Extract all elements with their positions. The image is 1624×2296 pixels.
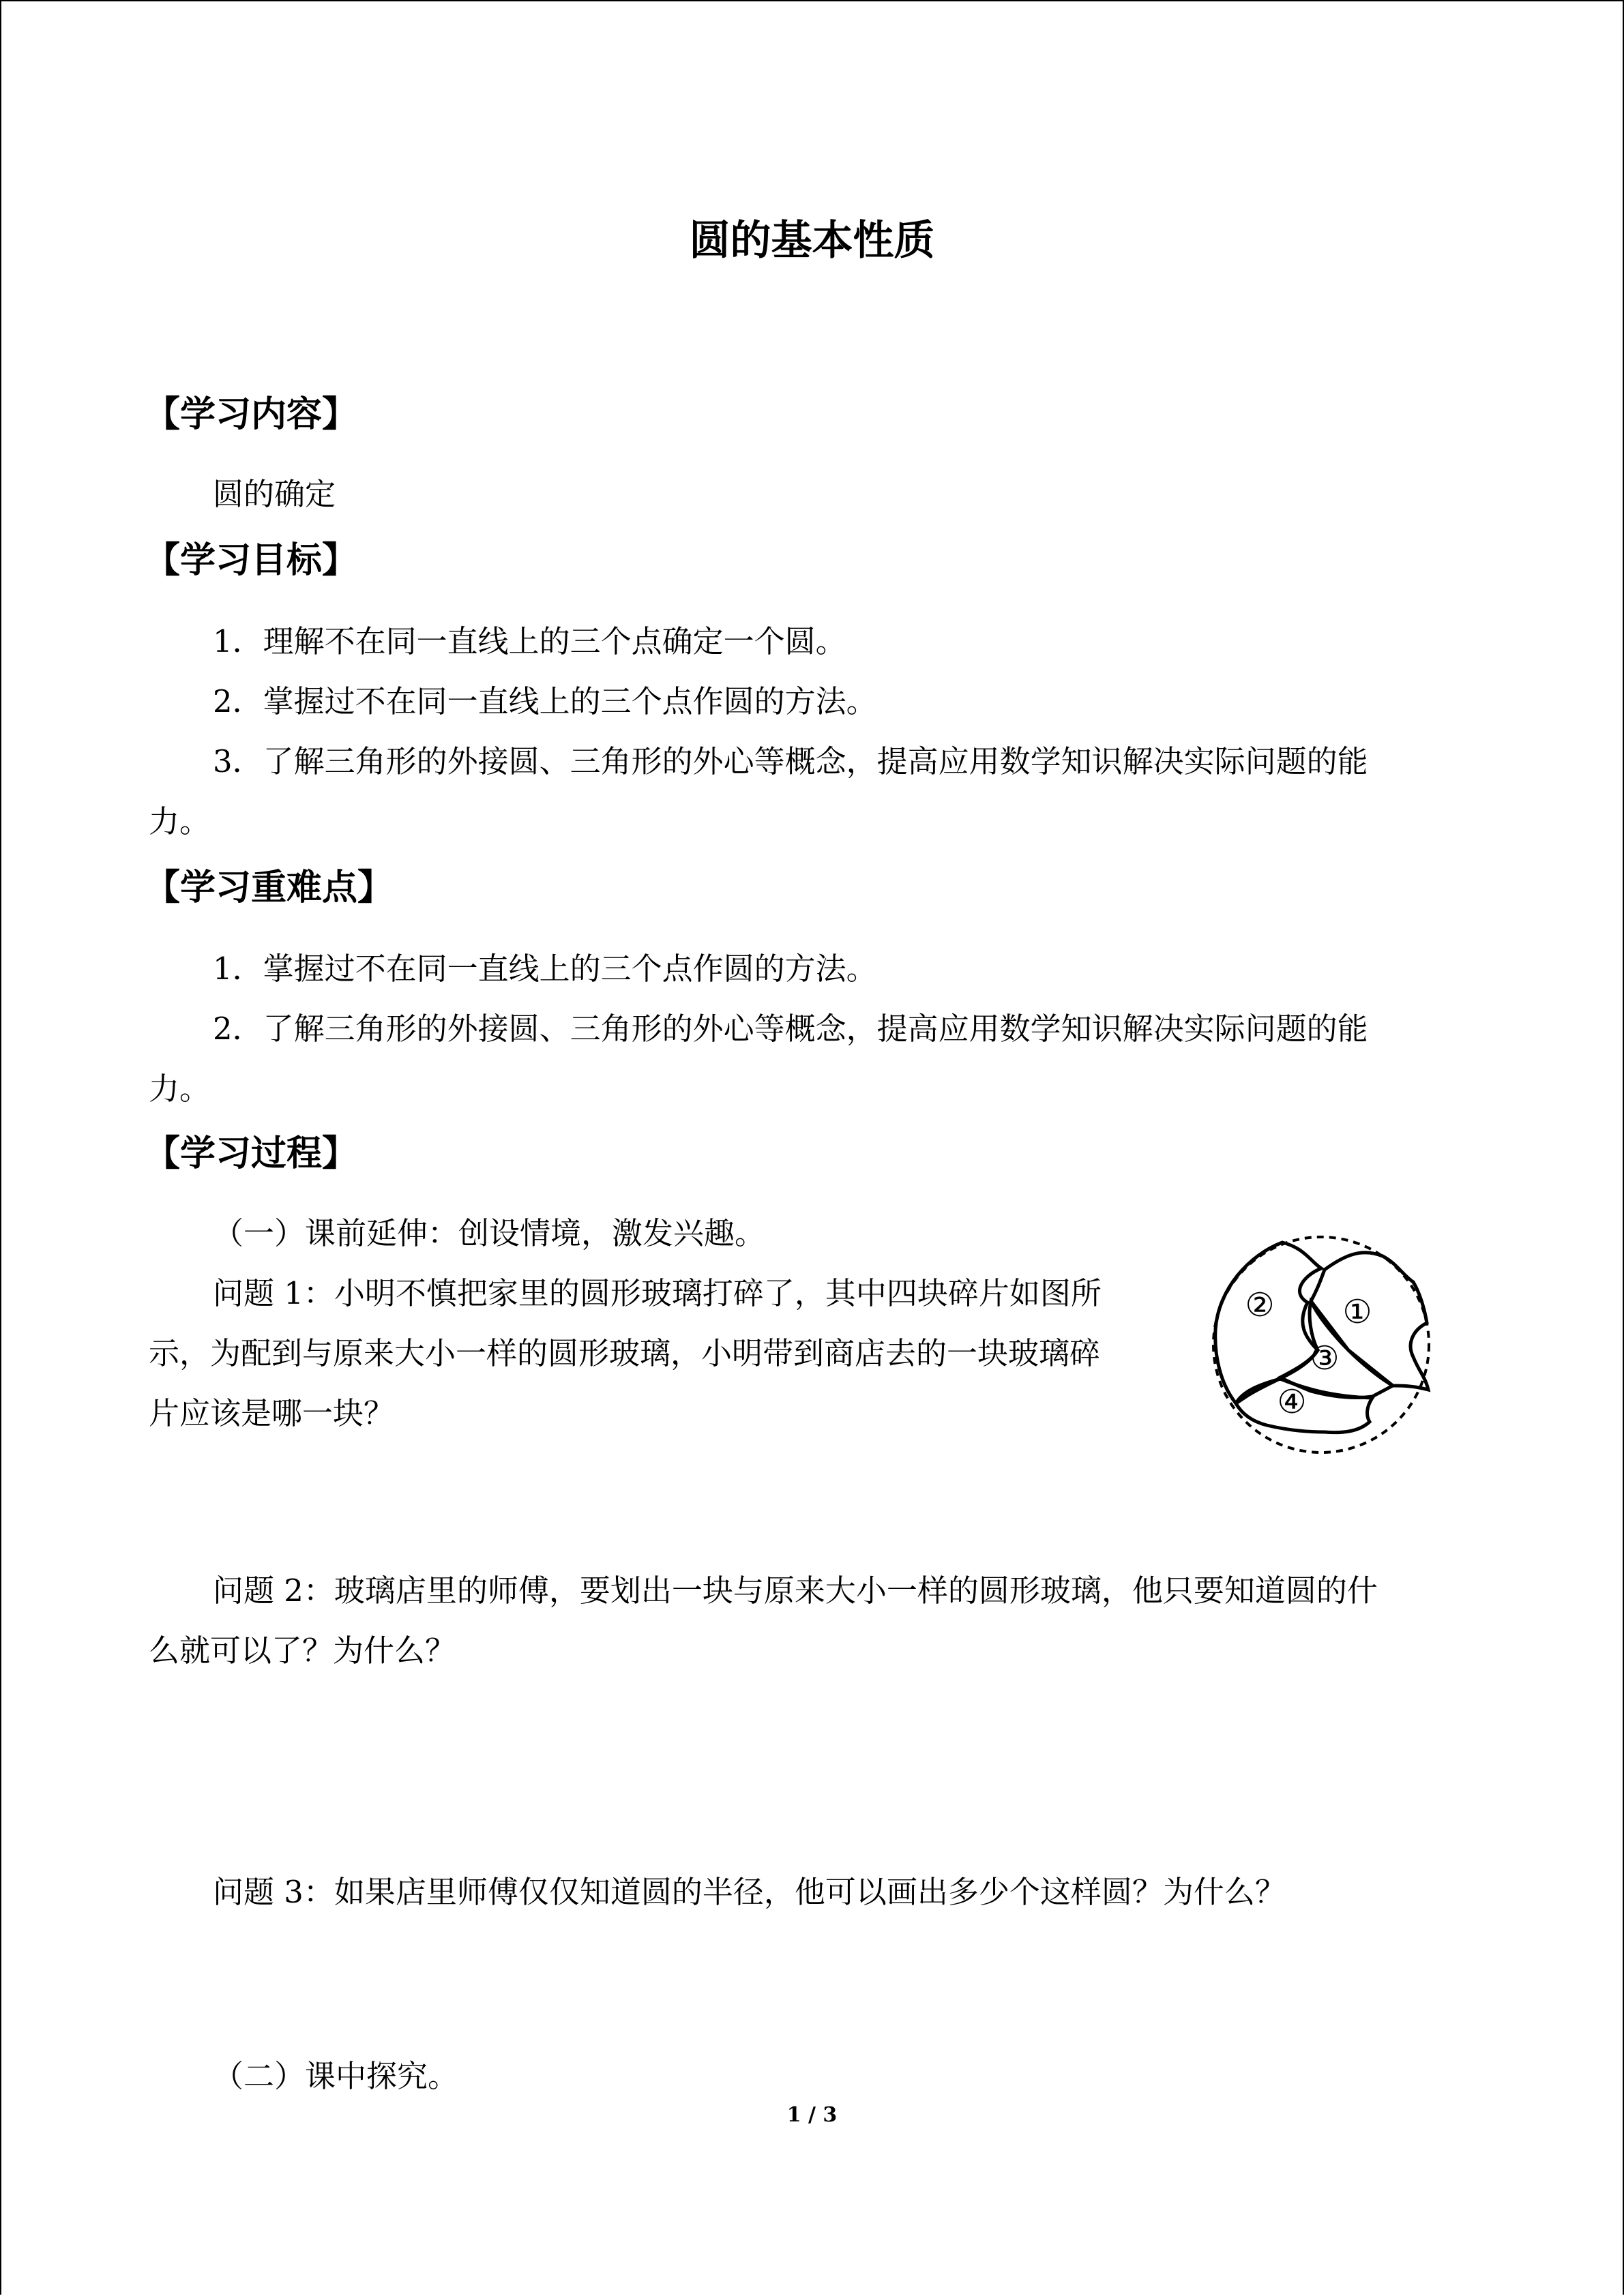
objective-item-continued: 力。 xyxy=(149,803,211,839)
process-part2: （二）课中探究。 xyxy=(213,2058,459,2094)
heading-content: 【学习内容】 xyxy=(145,394,358,435)
figure-label-4: ④ xyxy=(1277,1383,1307,1421)
figure-label-2: ② xyxy=(1245,1286,1275,1324)
heading-process: 【学习过程】 xyxy=(145,1133,358,1174)
key-point-item: 1．掌握过不在同一直线上的三个点作圆的方法。 xyxy=(213,951,877,987)
key-point-item: 2．了解三角形的外接圆、三角形的外心等概念，提高应用数学知识解决实际问题的能 xyxy=(213,1011,1368,1047)
question-1-line: 片应该是哪一块？ xyxy=(149,1395,395,1431)
broken-glass-figure xyxy=(1209,1227,1434,1459)
key-point-item-continued: 力。 xyxy=(149,1071,211,1107)
figure-label-3: ③ xyxy=(1310,1339,1340,1377)
content-text: 圆的确定 xyxy=(213,476,336,512)
question-1-line: 示，为配到与原来大小一样的圆形玻璃，小明带到商店去的一块玻璃碎 xyxy=(149,1335,1101,1371)
question-2-line: 么就可以了？为什么？ xyxy=(149,1632,456,1669)
heading-key-points: 【学习重难点】 xyxy=(145,867,394,908)
page-number: 1 / 3 xyxy=(786,2103,838,2127)
question-3: 问题 3：如果店里师傅仅仅知道圆的半径，他可以画出多少个这样圆？为什么？ xyxy=(213,1874,1286,1910)
objective-item: 1．理解不在同一直线上的三个点确定一个圆。 xyxy=(213,623,846,659)
question-2-line: 问题 2：玻璃店里的师傅，要划出一块与原来大小一样的圆形玻璃，他只要知道圆的什 xyxy=(213,1572,1378,1609)
objective-item: 3．了解三角形的外接圆、三角形的外心等概念，提高应用数学知识解决实际问题的能 xyxy=(213,743,1368,779)
heading-objectives: 【学习目标】 xyxy=(145,540,358,581)
objective-item: 2．掌握过不在同一直线上的三个点作圆的方法。 xyxy=(213,683,877,719)
page-title: 圆的基本性质 xyxy=(689,217,935,265)
process-part1: （一）课前延伸：创设情境，激发兴趣。 xyxy=(213,1215,766,1251)
figure-label-1: ① xyxy=(1342,1293,1372,1331)
question-1-line: 问题 1：小明不慎把家里的圆形玻璃打碎了，其中四块碎片如图所 xyxy=(213,1275,1102,1311)
